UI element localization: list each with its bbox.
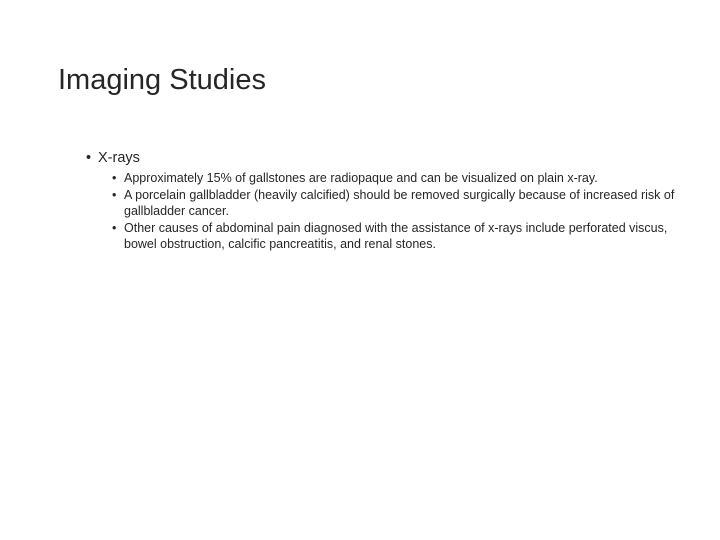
bullet-marker: • bbox=[112, 220, 117, 235]
bullet-marker: • bbox=[112, 171, 117, 185]
sub-bullet-text: A porcelain gallbladder (heavily calcified) should be removed surgically because of increased risk of gallbladder cancer. bbox=[124, 187, 675, 218]
sub-bullet-text: Approximately 15% of gallstones are radiopaque and can be visualized on plain x-ray. bbox=[124, 171, 598, 185]
bullet-xrays bbox=[82, 148, 682, 168]
sub-bullet-text: Other causes of abdominal pain diagnosed with the assistance of x-rays include perforated viscus, bowel obstruction, calcific pancreatitis, and renal stones. bbox=[124, 220, 668, 251]
sub-bullet-radiopaque bbox=[82, 170, 682, 187]
sub-bullet-porcelain bbox=[82, 187, 682, 220]
bullet-marker: • bbox=[112, 187, 117, 202]
bullet-marker: • bbox=[86, 150, 92, 166]
sub-bullet-other-causes bbox=[82, 220, 682, 253]
sub-bullet-list bbox=[82, 170, 682, 253]
slide-body bbox=[82, 148, 682, 253]
slide-title: Imaging Studies bbox=[58, 64, 266, 96]
bullet-text: X-rays bbox=[98, 150, 140, 166]
